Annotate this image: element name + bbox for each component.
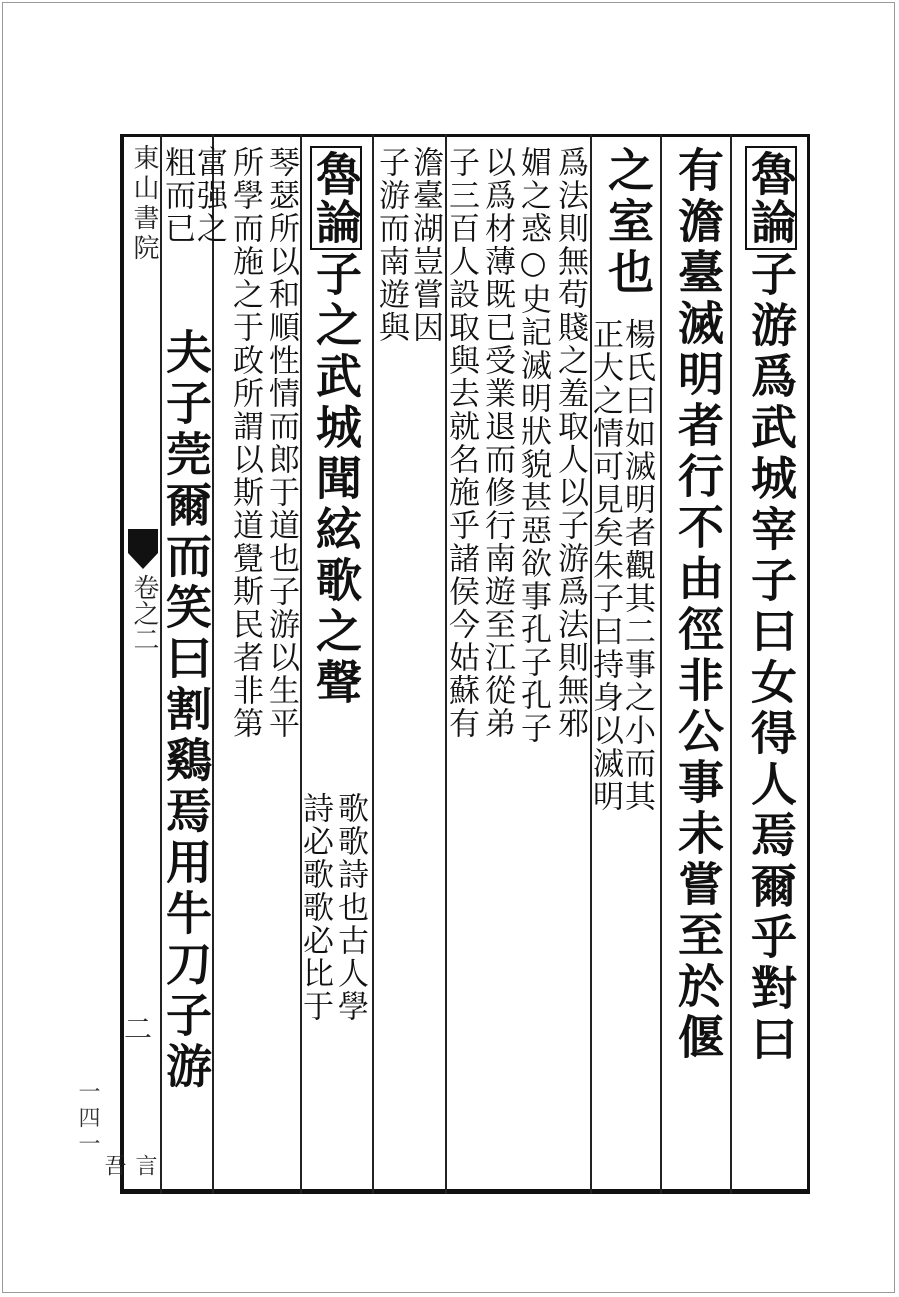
fish-tail-mark xyxy=(128,529,158,569)
column-text: 琴瑟所以和順性情而郎于道也子游以生平 xyxy=(263,146,299,740)
column-text-commentary: 歌歌詩也古人學 xyxy=(332,792,368,1023)
text-column-11-commentary xyxy=(332,792,368,1023)
section-tag: 魯論 xyxy=(745,146,797,250)
text-column-12 xyxy=(297,792,333,1023)
column-text-main: 子之武城聞絃歌之聲 xyxy=(309,250,363,709)
text-column-10 xyxy=(373,146,409,344)
text-column-3 xyxy=(601,146,655,299)
column-text-main: 夫子莞爾而笑曰割鷄焉用牛刀子游 xyxy=(159,328,213,1093)
section-tag: 魯論 xyxy=(310,146,362,250)
column-text: 所學而施之于政所謂以斯道覺斯民者非第 xyxy=(227,146,263,740)
text-column-5 xyxy=(552,146,588,740)
column-text: 粗而已 xyxy=(159,146,195,245)
column-text: 以爲材薄既已受業退而修行南遊至江從弟 xyxy=(479,146,515,740)
text-column-4 xyxy=(587,318,623,813)
block-mouth xyxy=(101,134,162,1194)
column-text-commentary: 楊氏曰如滅明者觀其二事之小而其 xyxy=(619,318,655,813)
mouth-title: 東山書院 xyxy=(129,144,159,264)
text-column-3-commentary xyxy=(619,318,655,813)
column-rule xyxy=(730,134,732,1194)
text-column-16-main xyxy=(159,328,213,1093)
text-column-16 xyxy=(159,146,195,245)
column-text: 子游爲武城宰子曰女得人焉爾乎對曰 xyxy=(744,250,798,1066)
text-column-15 xyxy=(191,146,227,245)
mouth-leaf-number: 二 xyxy=(120,1014,153,1042)
column-text-main: 之室也 xyxy=(601,146,655,299)
column-text: 子三百人設取與去就名施乎諸侯今姑蘇有 xyxy=(443,146,479,740)
column-rule xyxy=(660,134,662,1194)
column-text: 有澹臺滅明者行不由徑非公事未嘗至於偃 xyxy=(671,146,725,1064)
text-column-2 xyxy=(671,146,725,1064)
text-column-11 xyxy=(310,146,362,709)
text-column-6 xyxy=(515,146,551,745)
text-column-9 xyxy=(407,146,443,344)
column-text: 詩必歌歌必比于 xyxy=(297,792,333,1023)
column-text: 子游而南遊與 xyxy=(373,146,409,344)
column-text: 澹臺湖豈嘗因 xyxy=(407,146,443,344)
column-text: 富强之 xyxy=(191,146,227,245)
page-number: 一四一 xyxy=(75,1080,100,1158)
text-column-13 xyxy=(263,146,299,740)
text-column-1 xyxy=(745,146,797,1066)
column-rule xyxy=(300,134,302,1194)
mouth-marker: 言吾 xyxy=(101,1154,157,1176)
column-text: 爲法則無苟賤之羞取人以子游爲法則無邪 xyxy=(552,146,588,740)
text-column-14 xyxy=(227,146,263,740)
text-column-8 xyxy=(443,146,479,740)
mouth-juan: 卷之二 xyxy=(129,574,159,652)
text-column-7 xyxy=(479,146,515,740)
column-text: 媚之惑○史記滅明狀貌甚惡欲事孔子孔子 xyxy=(515,146,551,745)
column-text: 正大之情可見矣朱子曰持身以滅明 xyxy=(587,318,623,813)
